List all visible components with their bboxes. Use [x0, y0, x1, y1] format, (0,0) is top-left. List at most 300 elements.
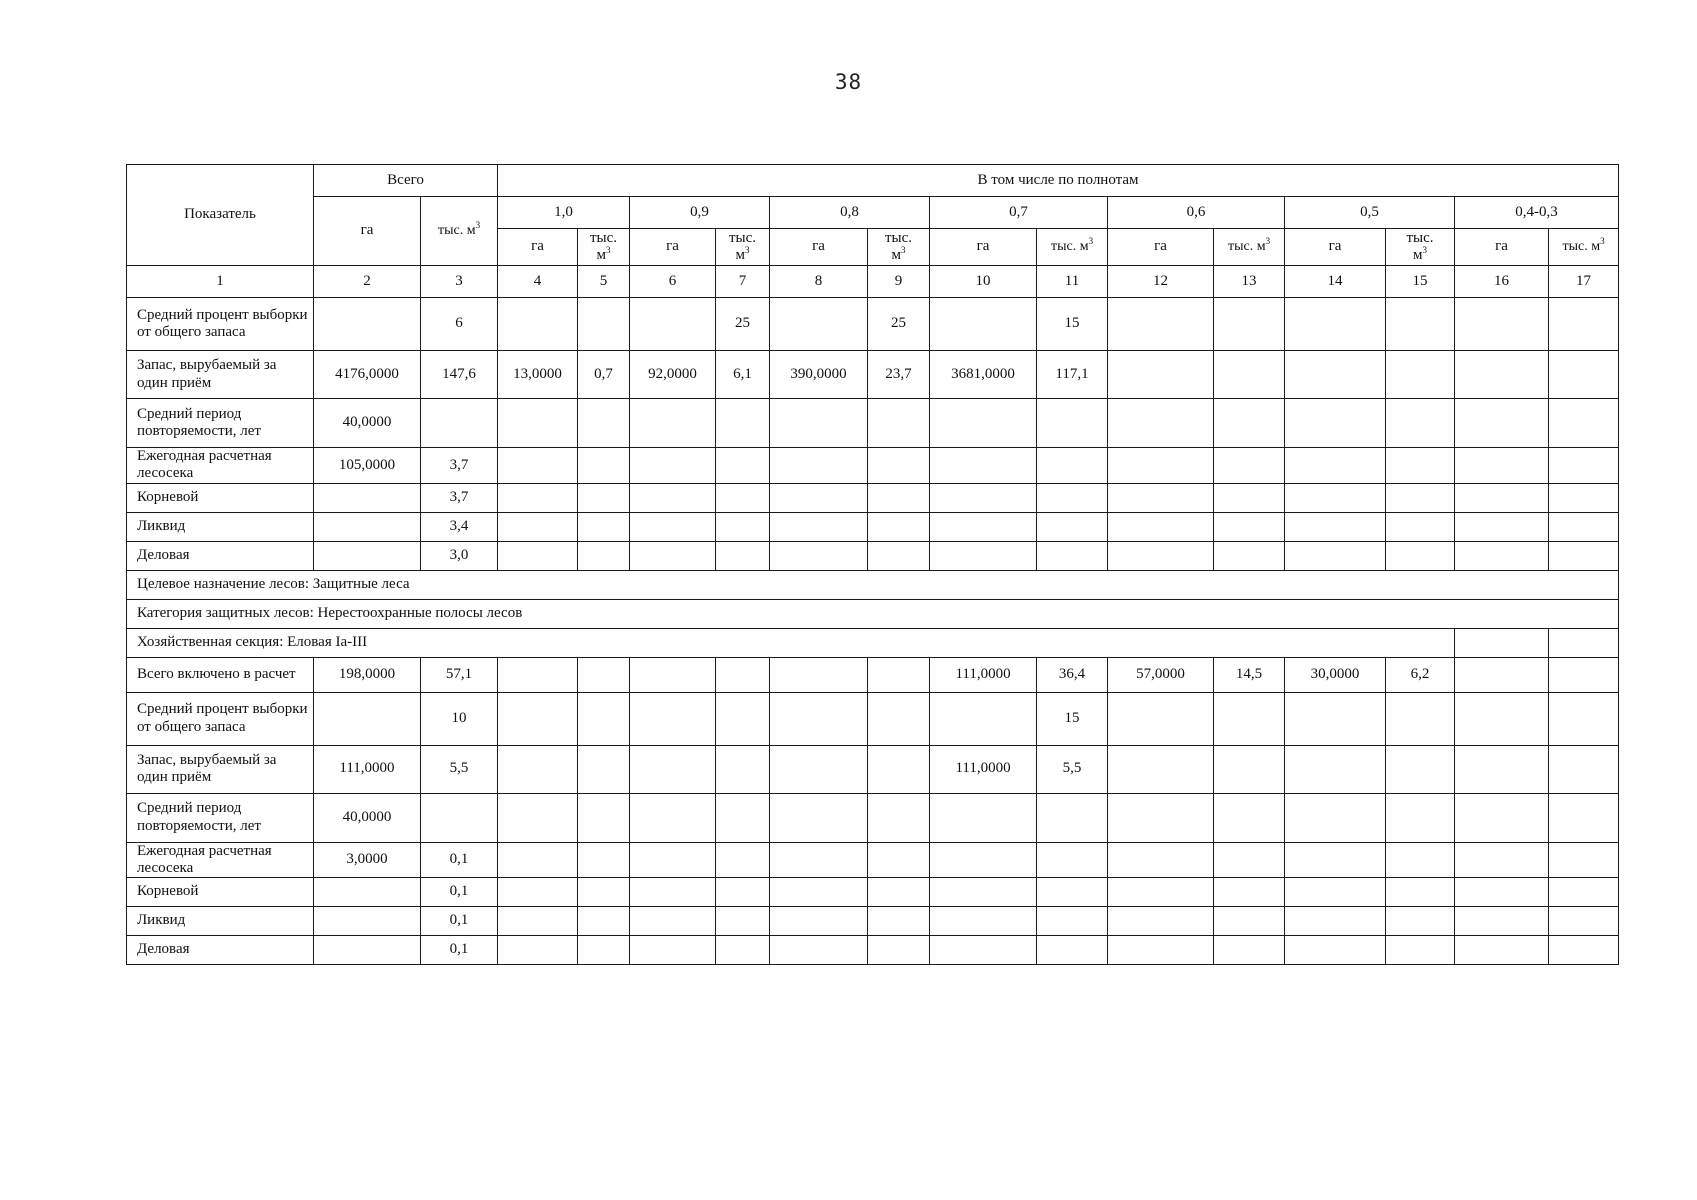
table-cell	[770, 298, 868, 351]
table-cell	[1285, 483, 1386, 512]
column-number: 15	[1386, 266, 1455, 298]
column-number: 17	[1549, 266, 1619, 298]
table-cell	[930, 936, 1037, 965]
table-row	[127, 599, 1619, 628]
column-number: 4	[498, 266, 578, 298]
unit-tys-header: тыс. $м^3$	[1549, 229, 1619, 266]
table-row	[127, 448, 1619, 484]
table-row	[127, 936, 1619, 965]
table-cell: 3,0000	[314, 842, 421, 878]
table-cell	[1037, 907, 1108, 936]
table-cell	[1285, 793, 1386, 842]
table-cell	[578, 512, 630, 541]
table-cell: 3681,0000	[930, 351, 1037, 399]
table-cell: 0,1	[421, 936, 498, 965]
table-cell	[770, 842, 868, 878]
table-cell	[314, 298, 421, 351]
table-cell	[770, 483, 868, 512]
column-number: 2	[314, 266, 421, 298]
table-cell	[498, 842, 578, 878]
table-cell	[630, 541, 716, 570]
table-cell	[1037, 793, 1108, 842]
row-label: Деловая	[127, 936, 314, 965]
unit-ga-header: га	[1455, 229, 1549, 266]
total-ga-header: га	[314, 197, 421, 266]
table-cell	[1108, 936, 1214, 965]
table-cell: 6	[421, 298, 498, 351]
table-cell	[930, 907, 1037, 936]
group-heading: Целевое назначение лесов: Защитные леса	[127, 570, 1619, 599]
table-cell	[498, 793, 578, 842]
table-cell: 0,1	[421, 878, 498, 907]
table-cell	[770, 512, 868, 541]
table-cell	[630, 692, 716, 745]
table-cell	[630, 448, 716, 484]
table-cell: 40,0000	[314, 399, 421, 448]
table-cell	[770, 907, 868, 936]
table-cell	[770, 692, 868, 745]
table-row	[127, 351, 1619, 399]
table-cell	[314, 512, 421, 541]
table-cell	[716, 657, 770, 692]
table-cell: 105,0000	[314, 448, 421, 484]
table-cell: 92,0000	[630, 351, 716, 399]
table-cell: 0,7	[578, 351, 630, 399]
table-cell	[1455, 448, 1549, 484]
table-cell	[1037, 842, 1108, 878]
table-cell	[1214, 541, 1285, 570]
row-label: Средний период повторяемости, лет	[127, 399, 314, 448]
table-cell	[578, 298, 630, 351]
table-cell: 13,0000	[498, 351, 578, 399]
table-cell	[630, 399, 716, 448]
total-tys-header: тыс. $м^3$	[421, 197, 498, 266]
table-cell	[1108, 399, 1214, 448]
table-cell	[770, 793, 868, 842]
table-cell	[1285, 842, 1386, 878]
table-cell	[421, 793, 498, 842]
unit-tys-header: тыс. $м^3$	[1386, 229, 1455, 266]
row-label: Деловая	[127, 541, 314, 570]
table-cell	[1549, 936, 1619, 965]
table-cell	[868, 483, 930, 512]
table-cell	[1455, 745, 1549, 793]
table-cell	[498, 448, 578, 484]
table-cell	[930, 842, 1037, 878]
table-cell: 111,0000	[930, 657, 1037, 692]
table-cell	[630, 842, 716, 878]
table-cell	[868, 541, 930, 570]
table-cell: 117,1	[1037, 351, 1108, 399]
table-cell	[578, 907, 630, 936]
table-cell	[1549, 448, 1619, 484]
table-cell: 111,0000	[930, 745, 1037, 793]
column-number: 12	[1108, 266, 1214, 298]
density-header: 0,9	[630, 197, 770, 229]
table-cell	[1285, 907, 1386, 936]
table-cell	[630, 512, 716, 541]
table-cell	[1455, 936, 1549, 965]
table-cell	[630, 298, 716, 351]
table-cell	[1037, 512, 1108, 541]
table-cell: 4176,0000	[314, 351, 421, 399]
row-label: Ликвид	[127, 907, 314, 936]
table-cell	[868, 842, 930, 878]
table-cell	[1285, 541, 1386, 570]
density-header: 1,0	[498, 197, 630, 229]
unit-tys-header: тыс. $м^3$	[1037, 229, 1108, 266]
table-cell	[1108, 512, 1214, 541]
table-cell	[1214, 298, 1285, 351]
table-cell	[578, 399, 630, 448]
table-cell	[1214, 878, 1285, 907]
table-cell	[770, 541, 868, 570]
row-label: Ежегодная расчетная лесосека	[127, 842, 314, 878]
unit-ga-header: га	[630, 229, 716, 266]
table-cell	[1285, 448, 1386, 484]
row-label: Ежегодная расчетная лесосека	[127, 448, 314, 484]
table-cell	[868, 657, 930, 692]
table-cell	[578, 793, 630, 842]
table-cell	[1549, 399, 1619, 448]
table-cell	[498, 936, 578, 965]
table-cell: 25	[868, 298, 930, 351]
table-cell	[868, 692, 930, 745]
table-row	[127, 483, 1619, 512]
table-cell	[770, 878, 868, 907]
table-cell	[868, 745, 930, 793]
table-row	[127, 628, 1619, 657]
table-cell	[930, 541, 1037, 570]
unit-ga-header: га	[930, 229, 1037, 266]
column-number: 16	[1455, 266, 1549, 298]
table-cell: 147,6	[421, 351, 498, 399]
table-cell	[578, 842, 630, 878]
table-cell	[868, 448, 930, 484]
table-cell	[868, 878, 930, 907]
table-cell	[1455, 842, 1549, 878]
table-cell: 6,2	[1386, 657, 1455, 692]
row-label: Средний процент выборки от общего запаса	[127, 692, 314, 745]
table-cell	[498, 512, 578, 541]
density-header: 0,6	[1108, 197, 1285, 229]
table-cell	[1108, 351, 1214, 399]
table-cell	[716, 399, 770, 448]
table-cell	[716, 483, 770, 512]
table-cell	[1549, 628, 1619, 657]
table-cell	[630, 483, 716, 512]
indicator-header: Показатель	[127, 165, 314, 266]
column-number: 3	[421, 266, 498, 298]
table-header	[127, 165, 1619, 298]
row-label: Ликвид	[127, 512, 314, 541]
table-cell	[1455, 541, 1549, 570]
table-cell: 30,0000	[1285, 657, 1386, 692]
table-row	[127, 512, 1619, 541]
table-cell	[1549, 745, 1619, 793]
table-cell	[1549, 793, 1619, 842]
table-cell: 0,1	[421, 842, 498, 878]
table-cell	[1549, 512, 1619, 541]
table-cell: 3,7	[421, 483, 498, 512]
table-cell	[1037, 541, 1108, 570]
table-cell	[930, 399, 1037, 448]
table-cell	[1108, 878, 1214, 907]
table-cell	[498, 298, 578, 351]
table-cell	[716, 745, 770, 793]
column-number: 11	[1037, 266, 1108, 298]
table-cell	[716, 512, 770, 541]
table-cell	[716, 907, 770, 936]
table-cell	[1455, 907, 1549, 936]
table-cell: 10	[421, 692, 498, 745]
table-cell	[1549, 298, 1619, 351]
table-row	[127, 878, 1619, 907]
table-cell	[1214, 907, 1285, 936]
table-cell: 36,4	[1037, 657, 1108, 692]
table-cell: 25	[716, 298, 770, 351]
table-cell	[930, 793, 1037, 842]
table-cell	[578, 483, 630, 512]
table-cell	[1455, 878, 1549, 907]
row-label: Запас, вырубаемый за один приём	[127, 351, 314, 399]
column-number: 8	[770, 266, 868, 298]
column-number: 10	[930, 266, 1037, 298]
table-cell	[1214, 793, 1285, 842]
table-cell	[1037, 936, 1108, 965]
table-cell	[1108, 692, 1214, 745]
table-cell: 5,5	[1037, 745, 1108, 793]
allowable-cut-table	[126, 164, 1619, 965]
table-cell	[1285, 512, 1386, 541]
table-cell	[314, 936, 421, 965]
column-number: 6	[630, 266, 716, 298]
table-cell	[1108, 483, 1214, 512]
table-row	[127, 541, 1619, 570]
table-cell	[498, 692, 578, 745]
table-cell	[630, 936, 716, 965]
table-row	[127, 745, 1619, 793]
table-cell	[630, 793, 716, 842]
table-cell: 57,1	[421, 657, 498, 692]
row-label: Всего включено в расчет	[127, 657, 314, 692]
table-cell	[770, 745, 868, 793]
table-cell	[498, 878, 578, 907]
column-number-row	[127, 266, 1619, 298]
table-cell	[716, 448, 770, 484]
table-cell: 3,0	[421, 541, 498, 570]
table-cell	[868, 907, 930, 936]
table-cell	[1386, 298, 1455, 351]
table-row	[127, 657, 1619, 692]
column-number: 1	[127, 266, 314, 298]
row-label: Средний процент выборки от общего запаса	[127, 298, 314, 351]
table-cell: 14,5	[1214, 657, 1285, 692]
table-row	[127, 692, 1619, 745]
table-cell	[1108, 745, 1214, 793]
table-cell: 23,7	[868, 351, 930, 399]
unit-ga-header: га	[1108, 229, 1214, 266]
table-cell: 3,4	[421, 512, 498, 541]
table-cell	[1386, 512, 1455, 541]
table-row	[127, 842, 1619, 878]
table-cell	[716, 842, 770, 878]
section-heading: Хозяйственная секция: Еловая Ia-III	[127, 628, 1455, 657]
group-heading: Категория защитных лесов: Нерестоохранные полосы лесов	[127, 599, 1619, 628]
table-cell: 5,5	[421, 745, 498, 793]
table-cell	[498, 745, 578, 793]
table-cell	[930, 298, 1037, 351]
table-cell	[1455, 399, 1549, 448]
table-cell	[1214, 842, 1285, 878]
table-cell	[1549, 842, 1619, 878]
table-cell	[578, 657, 630, 692]
table-cell	[770, 657, 868, 692]
table-cell	[1386, 351, 1455, 399]
table-cell: 0,1	[421, 907, 498, 936]
row-label: Корневой	[127, 878, 314, 907]
table-cell	[868, 793, 930, 842]
table-cell	[498, 399, 578, 448]
table-cell	[1037, 399, 1108, 448]
table-cell	[1386, 541, 1455, 570]
table-body	[127, 298, 1619, 965]
table-cell	[1386, 793, 1455, 842]
table-cell	[1108, 793, 1214, 842]
table-cell	[930, 692, 1037, 745]
table-cell	[1214, 745, 1285, 793]
table-cell	[1285, 399, 1386, 448]
unit-tys-header: тыс. $м^3$	[1214, 229, 1285, 266]
table-cell	[1285, 351, 1386, 399]
table-cell: 3,7	[421, 448, 498, 484]
table-cell	[930, 878, 1037, 907]
table-cell	[1386, 878, 1455, 907]
table-cell	[1285, 692, 1386, 745]
table-cell	[1037, 878, 1108, 907]
table-row	[127, 399, 1619, 448]
table-cell	[1108, 907, 1214, 936]
table-cell	[770, 448, 868, 484]
table-row	[127, 907, 1619, 936]
table-cell	[1549, 351, 1619, 399]
table-cell	[1455, 628, 1549, 657]
table-cell	[1037, 483, 1108, 512]
row-label: Корневой	[127, 483, 314, 512]
table-cell	[1214, 448, 1285, 484]
table-cell	[1455, 692, 1549, 745]
table-cell	[1285, 745, 1386, 793]
table-cell	[1214, 692, 1285, 745]
table-cell	[1386, 907, 1455, 936]
unit-ga-header: га	[498, 229, 578, 266]
table-cell	[1455, 298, 1549, 351]
table-cell	[578, 878, 630, 907]
table-cell	[1386, 692, 1455, 745]
table-cell	[1386, 936, 1455, 965]
table-cell	[716, 541, 770, 570]
table-cell: 15	[1037, 298, 1108, 351]
row-label: Средний период повторяемости, лет	[127, 793, 314, 842]
table-cell	[868, 936, 930, 965]
table-cell	[498, 907, 578, 936]
table-cell	[1549, 483, 1619, 512]
table-cell	[578, 692, 630, 745]
density-header: 0,7	[930, 197, 1108, 229]
table-cell	[421, 399, 498, 448]
table-cell	[770, 399, 868, 448]
unit-tys-header: тыс. $м^3$	[716, 229, 770, 266]
table-cell	[1386, 745, 1455, 793]
table-cell	[1549, 692, 1619, 745]
table-cell	[1549, 907, 1619, 936]
density-header: 0,8	[770, 197, 930, 229]
table-cell	[930, 483, 1037, 512]
table-cell	[868, 399, 930, 448]
table-cell	[1386, 448, 1455, 484]
table-cell	[930, 448, 1037, 484]
unit-ga-header: га	[770, 229, 868, 266]
table-cell	[1214, 483, 1285, 512]
table-cell	[1037, 448, 1108, 484]
table-cell	[578, 448, 630, 484]
table-cell	[1108, 298, 1214, 351]
table-cell	[930, 512, 1037, 541]
table-cell	[314, 541, 421, 570]
table-row	[127, 793, 1619, 842]
table-cell: 6,1	[716, 351, 770, 399]
column-number: 9	[868, 266, 930, 298]
table-cell	[498, 483, 578, 512]
table-cell: 15	[1037, 692, 1108, 745]
table-cell	[1214, 512, 1285, 541]
table-cell	[1108, 541, 1214, 570]
table-cell	[314, 692, 421, 745]
table-cell	[1214, 399, 1285, 448]
table-cell	[1549, 541, 1619, 570]
table-cell: 40,0000	[314, 793, 421, 842]
table-cell	[1214, 936, 1285, 965]
table-cell	[1455, 657, 1549, 692]
table-cell	[630, 745, 716, 793]
table-cell	[868, 512, 930, 541]
density-header: 0,4-0,3	[1455, 197, 1619, 229]
table-cell	[1386, 483, 1455, 512]
table-cell	[314, 907, 421, 936]
table-cell: 198,0000	[314, 657, 421, 692]
table-cell	[1108, 842, 1214, 878]
table-cell	[578, 936, 630, 965]
table-cell	[770, 936, 868, 965]
table-cell	[314, 878, 421, 907]
column-number: 13	[1214, 266, 1285, 298]
table-cell	[1455, 483, 1549, 512]
table-cell	[314, 483, 421, 512]
table-row	[127, 570, 1619, 599]
table-cell	[716, 692, 770, 745]
table-cell	[1214, 351, 1285, 399]
table-cell	[1549, 878, 1619, 907]
table-cell	[1455, 793, 1549, 842]
table-cell	[716, 878, 770, 907]
density-header: 0,5	[1285, 197, 1455, 229]
table-cell	[630, 907, 716, 936]
table-cell	[1285, 936, 1386, 965]
by-density-header: В том числе по полнотам	[498, 165, 1619, 197]
table-cell	[1285, 298, 1386, 351]
table-cell	[578, 745, 630, 793]
table-cell	[498, 657, 578, 692]
